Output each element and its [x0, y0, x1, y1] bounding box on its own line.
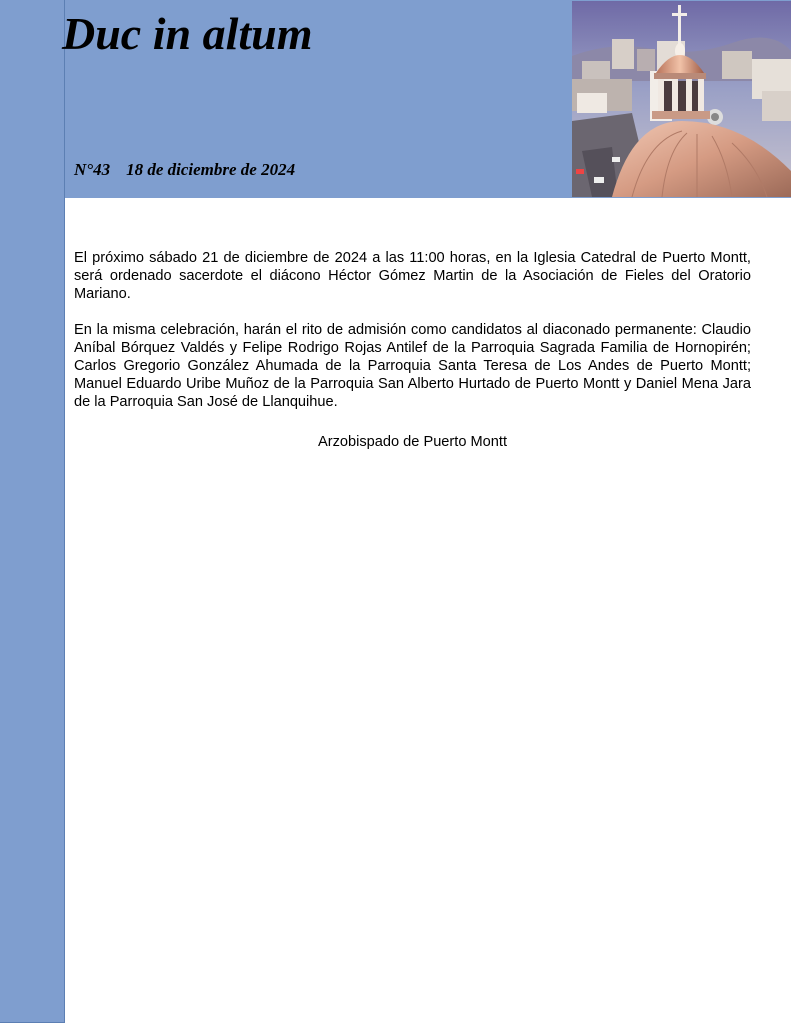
issue-date: 18 de diciembre de 2024 [126, 160, 296, 179]
masthead-title: Duc in altum [62, 8, 313, 59]
left-sidebar-band [0, 0, 65, 1023]
cathedral-dome-icon [572, 1, 791, 197]
issue-number: N°43 [74, 160, 111, 179]
cathedral-dome-photo [572, 1, 791, 197]
paragraph-ordination: El próximo sábado 21 de diciembre de 2024 a las 11:00 horas, en la Iglesia Catedral de Puerto Montt, será ordenado sacerdote el diácono Héctor Gómez Martin de la Asociación de Fieles del Oratorio Mariano. [74, 250, 751, 302]
signature: Arzobispado de Puerto Montt [317, 434, 508, 450]
article-body [74, 249, 751, 469]
paragraph-admission: En la misma celebración, harán el rito de admisión como candidatos al diaconado permanente: Claudio Aníbal Bórquez Valdés y Felipe Rodrigo Rojas Antilef de la Parroquia Sagrada Familia de Hornopirén; Carlos Gregorio González Ahumada de la Parroquia Santa Teresa de Los Andes de Puerto Montt; Manuel Eduardo Uribe Muñoz de la Parroquia San Alberto Hurtado de Puerto Montt y Daniel Mena Jara de la Parroquia San José de Llanquihue. [74, 322, 751, 410]
issue-line [74, 159, 295, 181]
